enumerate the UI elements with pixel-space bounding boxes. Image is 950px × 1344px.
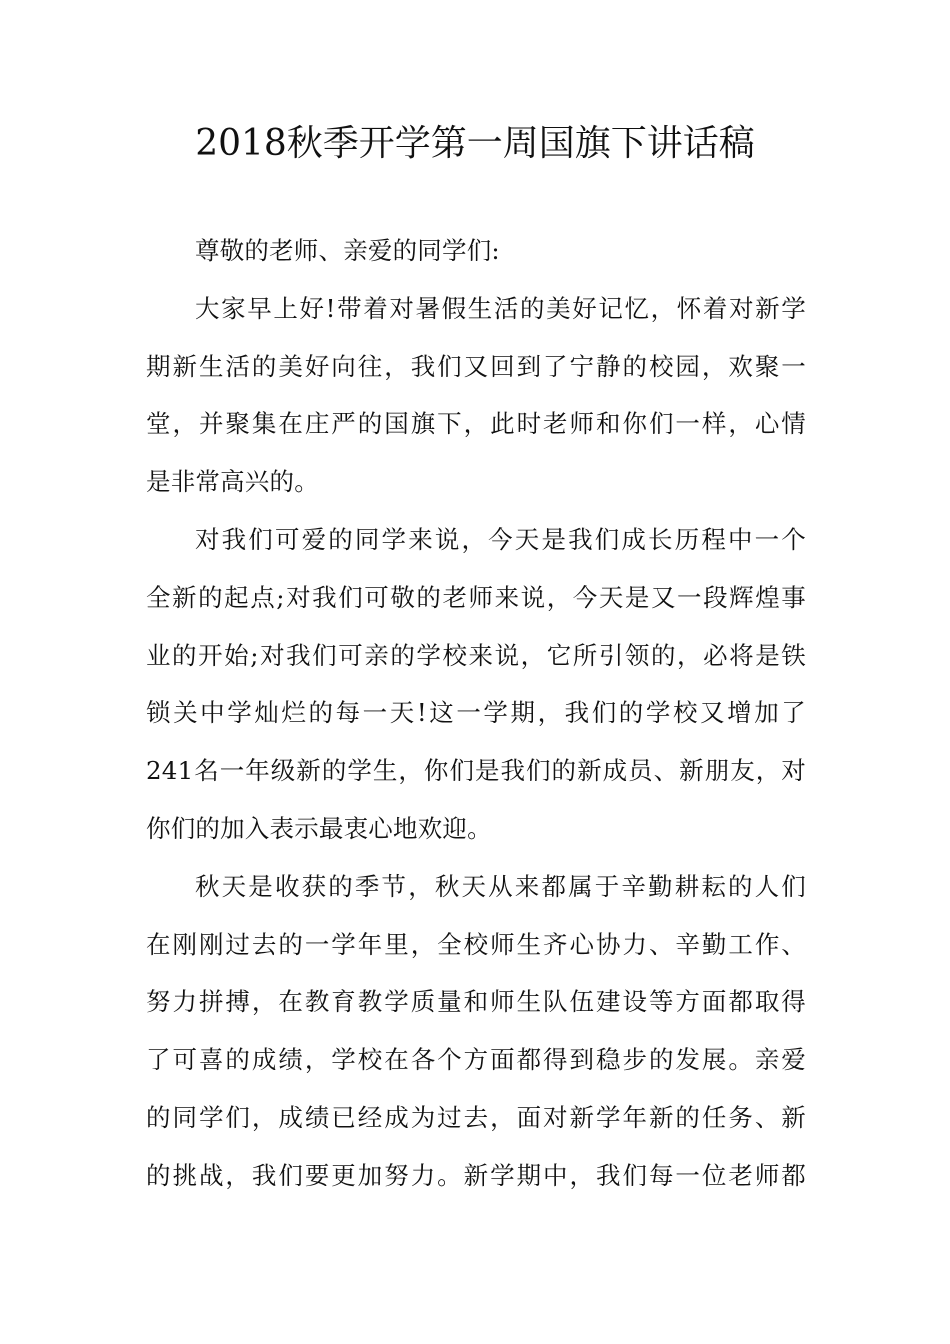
text-line: 秋天是收获的季节，秋天从来都属于辛勤耕耘的人们	[195, 871, 806, 901]
text-line: 在刚刚过去的一学年里，全校师生齐心协力、辛勤工作、	[146, 929, 806, 959]
text-line: 尊敬的老师、亲爱的同学们:	[195, 236, 500, 265]
paragraph-new-start	[146, 511, 806, 858]
text-line: 全新的起点;对我们可敬的老师来说，今天是又一段辉煌事	[146, 582, 806, 612]
text-line: 是非常高兴的。	[146, 467, 319, 497]
document-title: 2018秋季开学第一周国旗下讲话稿	[195, 123, 755, 164]
paragraph-autumn	[146, 858, 806, 1205]
text-line: 你们的加入表示最衷心地欢迎。	[146, 813, 492, 843]
text-line: 努力拼搏，在教育教学质量和师生队伍建设等方面都取得	[146, 987, 806, 1017]
paragraph-greeting	[146, 280, 806, 511]
text-line: 了可喜的成绩，学校在各个方面都得到稳步的发展。亲爱	[146, 1045, 806, 1075]
text-line: 锁关中学灿烂的每一天!这一学期，我们的学校又增加了	[146, 698, 806, 728]
text-line: 的同学们，成绩已经成为过去，面对新学年新的任务、新	[146, 1102, 806, 1132]
text-line: 期新生活的美好向往，我们又回到了宁静的校园，欢聚一	[146, 351, 806, 381]
text-line: 的挑战，我们要更加努力。新学期中，我们每一位老师都	[146, 1160, 806, 1190]
text-line: 对我们可爱的同学来说，今天是我们成长历程中一个	[195, 524, 806, 554]
paragraph-salutation	[146, 222, 806, 280]
text-line: 业的开始;对我们可亲的学校来说，它所引领的，必将是铁	[146, 640, 806, 670]
text-line: 大家早上好!带着对暑假生活的美好记忆，怀着对新学	[195, 293, 806, 323]
text-line: 堂，并聚集在庄严的国旗下，此时老师和你们一样，心情	[146, 409, 806, 439]
document-body	[146, 222, 806, 1205]
text-line: 241名一年级新的学生，你们是我们的新成员、新朋友，对	[146, 756, 806, 786]
